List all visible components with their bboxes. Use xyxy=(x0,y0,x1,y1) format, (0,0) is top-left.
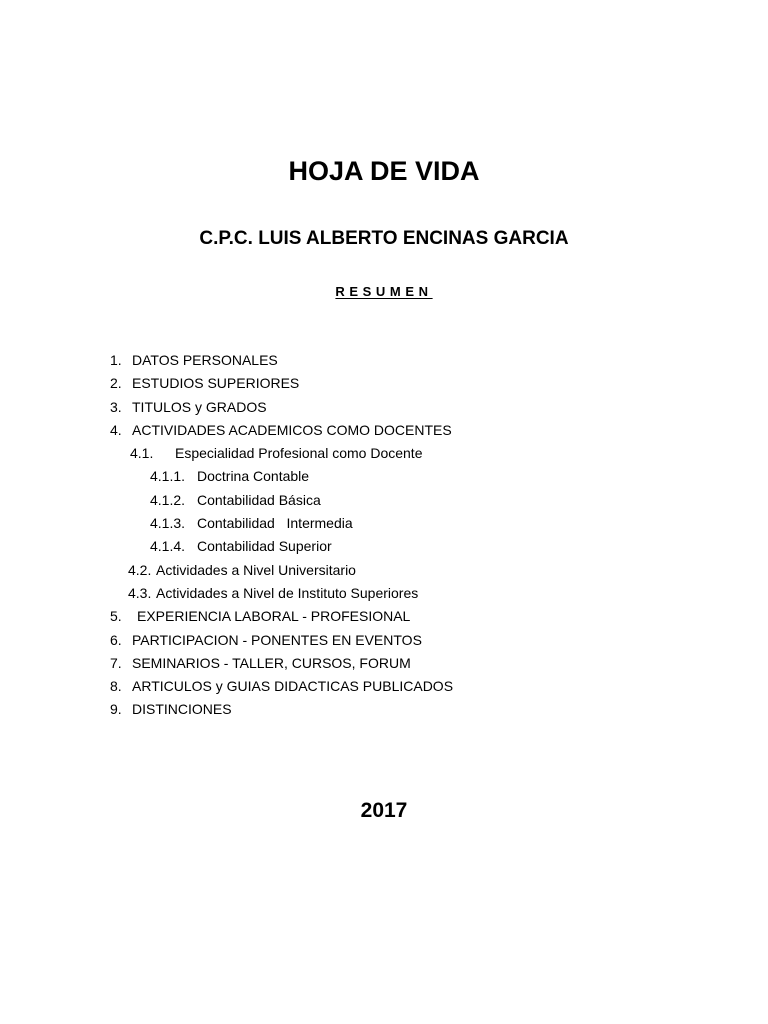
toc-item-contabilidad-superior xyxy=(0,536,768,559)
toc-item-label: TITULOS y GRADOS xyxy=(132,398,267,415)
toc-item-number: 4.1.2. xyxy=(150,491,186,508)
toc-item-especialidad-profesional xyxy=(0,443,768,466)
summary-heading: RESUMEN xyxy=(335,284,433,299)
toc-item-number: 4. xyxy=(110,421,122,438)
toc-item-label: Especialidad Profesional como Docente xyxy=(175,445,423,462)
toc-item-titulos-grados xyxy=(0,397,768,420)
toc-item-label: Contabilidad Superior xyxy=(197,538,332,555)
toc-item-doctrina-contable xyxy=(0,466,768,489)
toc-item-contabilidad-intermedia xyxy=(0,513,768,536)
toc-item-label: DISTINCIONES xyxy=(132,701,232,718)
person-name: C.P.C. LUIS ALBERTO ENCINAS GARCIA xyxy=(199,228,569,249)
toc-item-number: 3. xyxy=(110,398,122,415)
toc-item-label: Actividades a Nivel de Instituto Superiores xyxy=(156,584,419,601)
toc-item-experiencia-laboral xyxy=(0,606,768,629)
table-of-contents xyxy=(0,350,768,723)
toc-item-distinciones xyxy=(0,699,768,722)
toc-item-estudios-superiores xyxy=(0,373,768,396)
toc-item-actividades-academicos xyxy=(0,420,768,443)
toc-item-number: 4.3. xyxy=(128,584,152,601)
toc-item-seminarios-taller xyxy=(0,653,768,676)
toc-item-number: 9. xyxy=(110,701,122,718)
toc-item-nivel-instituto xyxy=(0,583,768,606)
toc-item-label: SEMINARIOS - TALLER, CURSOS, FORUM xyxy=(132,654,411,671)
toc-item-label: Contabilidad Intermedia xyxy=(197,515,353,532)
toc-item-number: 4.1.3. xyxy=(150,515,186,532)
toc-item-label: EXPERIENCIA LABORAL - PROFESIONAL xyxy=(137,608,411,625)
toc-item-label: PARTICIPACION - PONENTES EN EVENTOS xyxy=(132,631,422,648)
toc-item-number: 6. xyxy=(110,631,122,648)
toc-item-number: 4.1. xyxy=(130,445,154,462)
document-title: HOJA DE VIDA xyxy=(288,156,480,186)
toc-item-label: Actividades a Nivel Universitario xyxy=(156,561,356,578)
toc-item-label: ARTICULOS y GUIAS DIDACTICAS PUBLICADOS xyxy=(132,678,454,695)
toc-item-label: Contabilidad Básica xyxy=(197,491,321,508)
toc-item-nivel-universitario xyxy=(0,560,768,583)
toc-item-label: ACTIVIDADES ACADEMICOS COMO DOCENTES xyxy=(132,421,452,438)
toc-item-number: 1. xyxy=(110,352,122,368)
toc-item-number: 8. xyxy=(110,678,122,695)
toc-item-label: Doctrina Contable xyxy=(197,468,310,485)
toc-item-number: 2. xyxy=(110,375,122,392)
toc-item-number: 4.1.1. xyxy=(150,468,186,485)
toc-item-articulos-guias xyxy=(0,676,768,699)
toc-item-participacion-ponentes xyxy=(0,630,768,653)
toc-item-label: DATOS PERSONALES xyxy=(132,352,278,368)
toc-item-datos-personales xyxy=(0,350,768,373)
toc-item-contabilidad-basica xyxy=(0,490,768,513)
toc-item-number: 4.1.4. xyxy=(150,538,186,555)
toc-item-number: 5. xyxy=(110,608,122,625)
toc-item-number: 7. xyxy=(110,654,122,671)
document-year: 2017 xyxy=(360,799,408,822)
toc-item-number: 4.2. xyxy=(128,561,152,578)
toc-item-label: ESTUDIOS SUPERIORES xyxy=(132,375,300,392)
